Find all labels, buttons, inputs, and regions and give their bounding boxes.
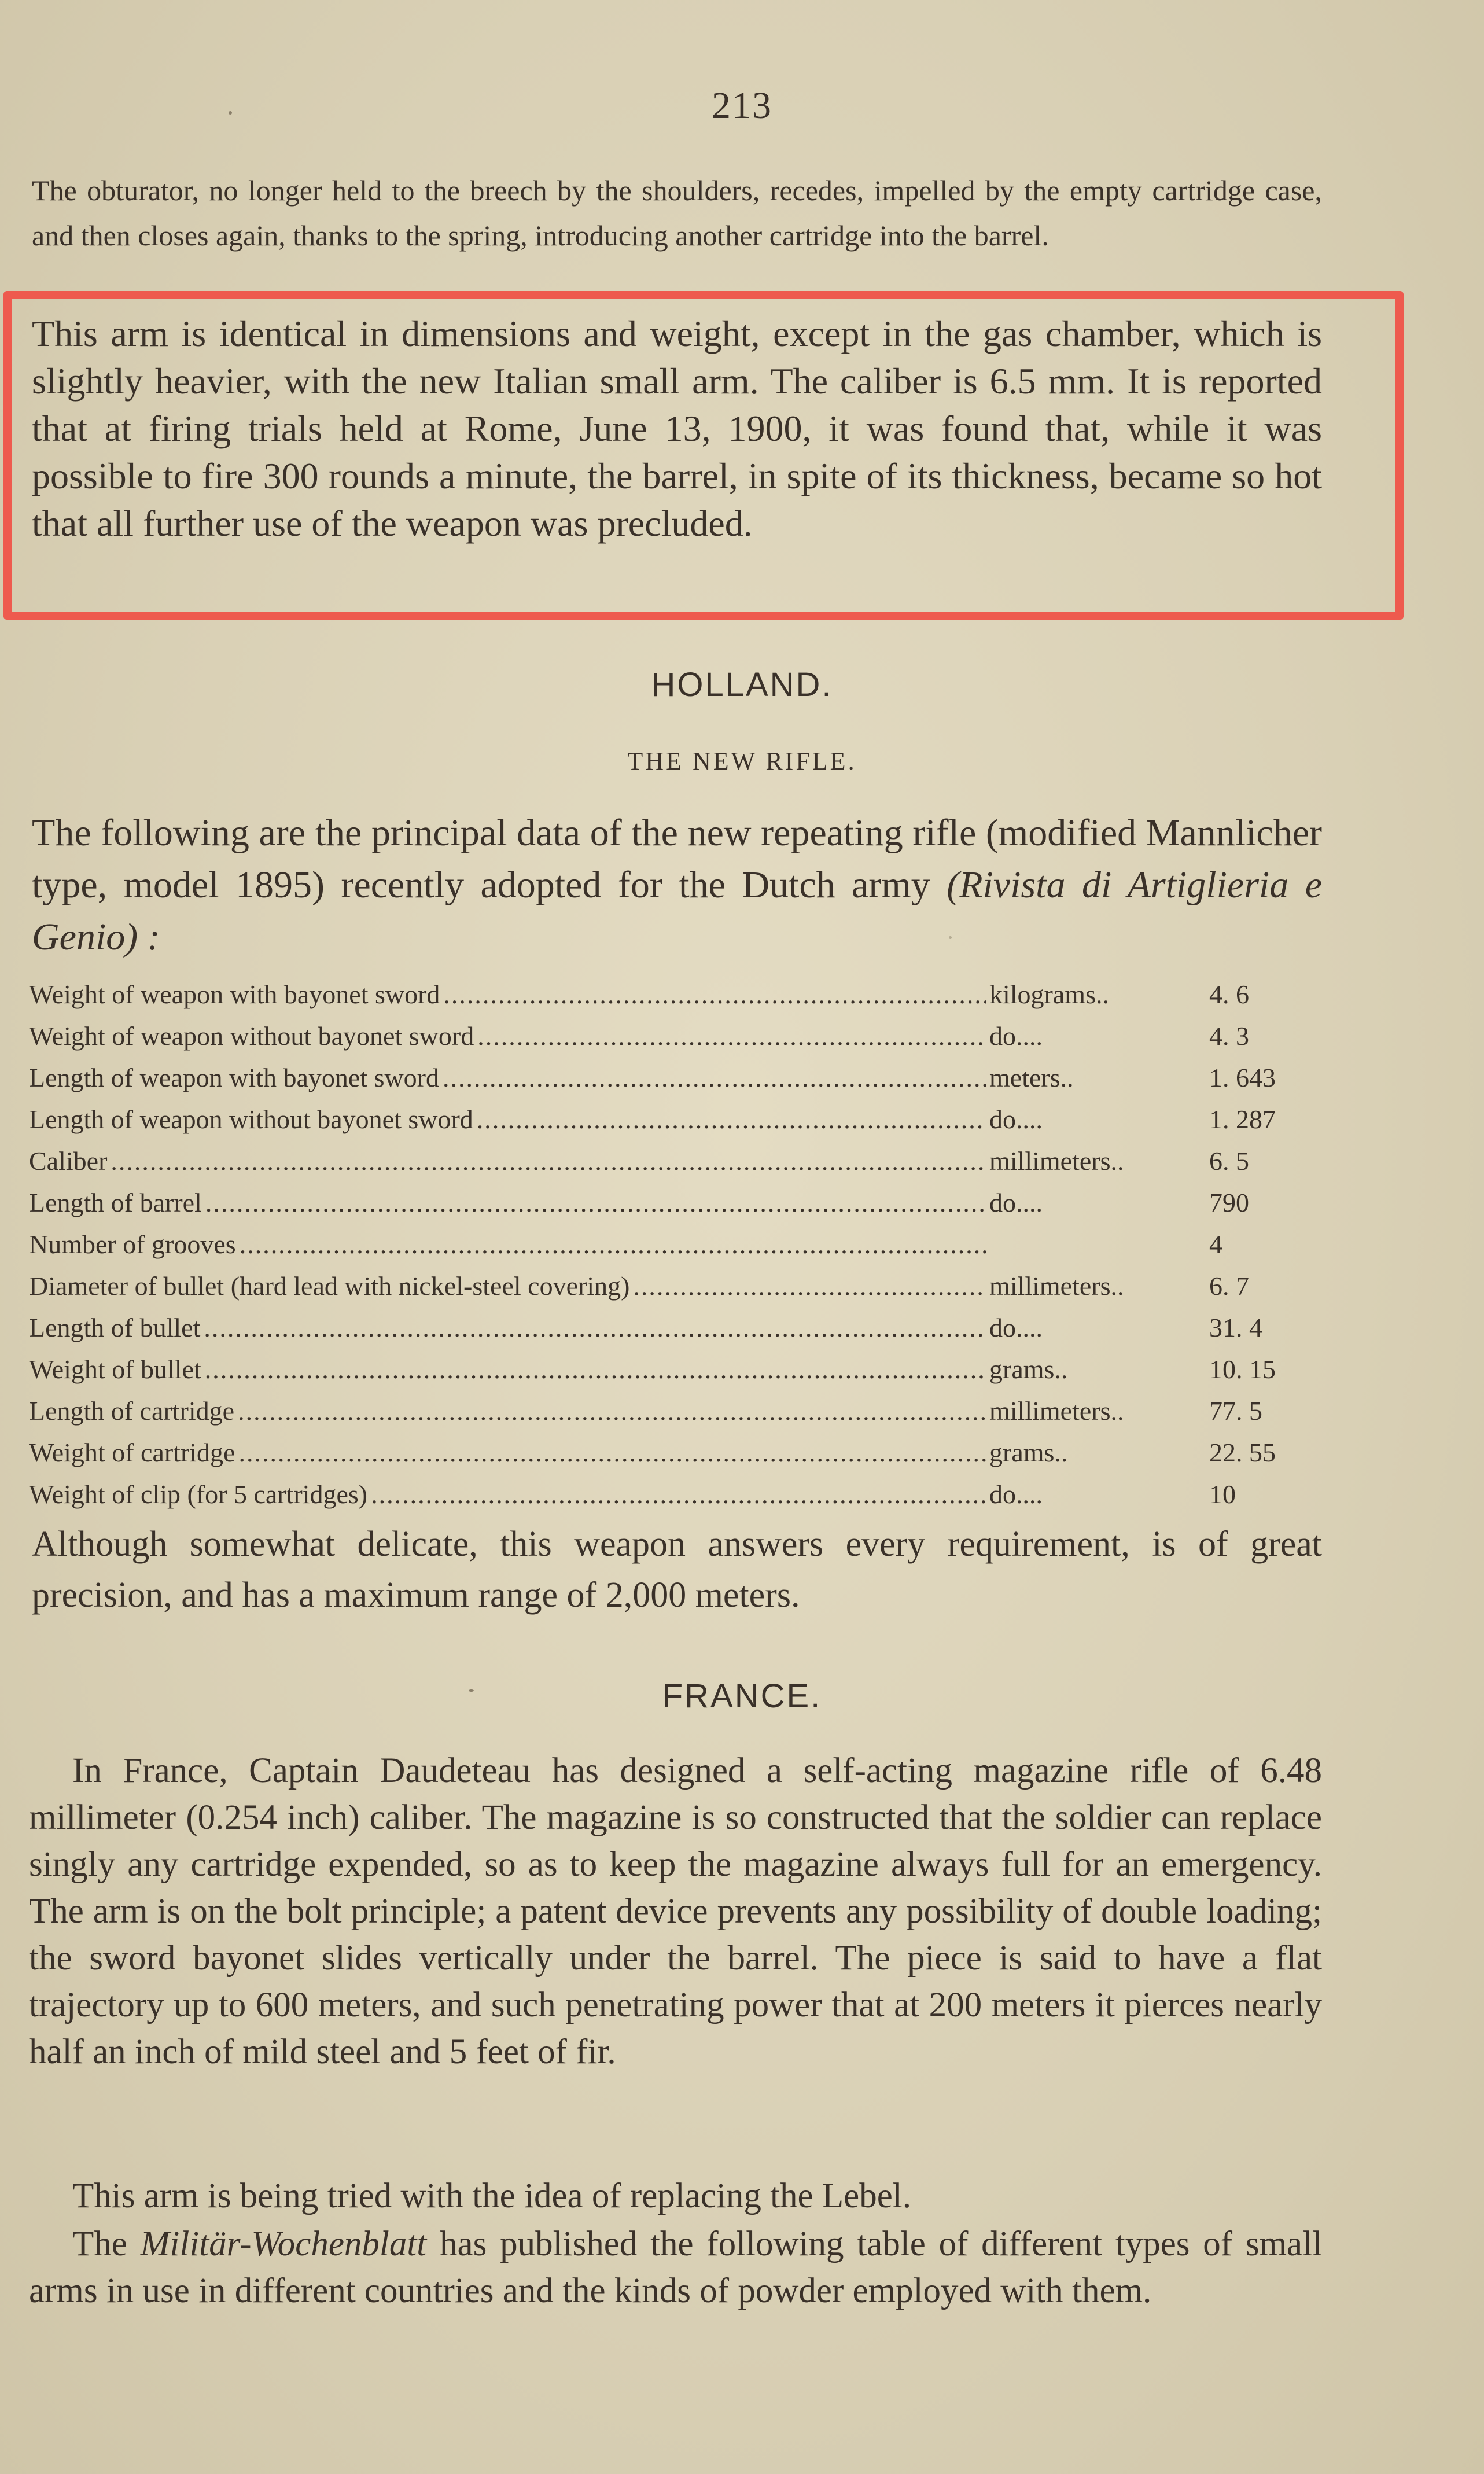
paragraph-holland-summary: Although somewhat delicate, this weapon answers every requirement, is of great precision, and has a maximum range of 2,000 meters. xyxy=(32,1525,1322,1615)
holland-intro-text: The following are the principal data of the new repeating rifle (modified Mannlicher type, model 1895) recently adopted for the Dutch army xyxy=(32,812,1322,906)
row-unit: kilograms.. xyxy=(989,980,1109,1009)
row-label: Length of weapon without bayonet sword xyxy=(29,1105,473,1134)
table-row xyxy=(29,1099,1331,1140)
dot-leader xyxy=(204,1307,986,1349)
row-label: Length of cartridge xyxy=(29,1396,235,1426)
row-label: Caliber xyxy=(29,1146,108,1176)
row-unit: millimeters.. xyxy=(989,1271,1124,1301)
row-unit: do.... xyxy=(989,1313,1043,1342)
row-unit: millimeters.. xyxy=(989,1396,1124,1426)
dot-leader xyxy=(477,1099,986,1140)
paper-speck xyxy=(229,111,232,115)
table-row xyxy=(29,1140,1331,1182)
row-unit: do.... xyxy=(989,1479,1043,1509)
table-row xyxy=(29,974,1331,1015)
dot-leader xyxy=(238,1432,986,1474)
row-unit: grams.. xyxy=(989,1438,1068,1467)
table-row xyxy=(29,1182,1331,1224)
row-label: Diameter of bullet (hard lead with nickel-steel covering) xyxy=(29,1271,630,1301)
row-value: 10 xyxy=(1209,1479,1236,1509)
dot-leader xyxy=(371,1474,986,1515)
dot-leader xyxy=(238,1390,986,1432)
paragraph-france-table-intro xyxy=(29,2221,1322,2314)
paragraph-obturator: The obturator, no longer held to the breech by the shoulders, recedes, impelled by the empty cartridge case, and then closes again, thanks to the spring, introducing another cartridge into the barrel. xyxy=(32,174,1322,252)
row-label: Weight of cartridge xyxy=(29,1438,235,1467)
row-label: Number of grooves xyxy=(29,1229,236,1259)
row-value: 31. 4 xyxy=(1209,1313,1262,1342)
row-unit: meters.. xyxy=(989,1063,1074,1092)
dot-leader xyxy=(111,1140,986,1182)
france-table-intro-pre: The xyxy=(72,2225,127,2263)
holland-source: (Rivista di Artiglieria e Genio) : xyxy=(32,864,1322,958)
dot-leader xyxy=(443,1057,986,1099)
table-row xyxy=(29,1265,1331,1307)
dot-leader xyxy=(240,1224,986,1265)
row-value: 6. 7 xyxy=(1209,1271,1249,1301)
row-value: 1. 643 xyxy=(1209,1063,1276,1092)
table-row xyxy=(29,1057,1331,1099)
table-row xyxy=(29,1015,1331,1057)
paragraph-france-lebel: This arm is being tried with the idea of replacing the Lebel. xyxy=(72,2177,911,2215)
row-label: Weight of clip (for 5 cartridges) xyxy=(29,1479,368,1509)
row-value: 790 xyxy=(1209,1188,1249,1217)
paragraph-holland-intro xyxy=(32,807,1322,963)
table-row xyxy=(29,1474,1331,1515)
table-row xyxy=(29,1349,1331,1390)
heading-holland: HOLLAND. xyxy=(651,666,833,704)
row-unit: do.... xyxy=(989,1188,1043,1217)
rifle-data-table xyxy=(29,974,1331,1515)
dot-leader xyxy=(205,1182,986,1224)
row-unit: grams.. xyxy=(989,1354,1068,1384)
row-value: 22. 55 xyxy=(1209,1438,1276,1467)
paragraph-highlighted: This arm is identical in dimensions and weight, except in the gas chamber, which is slightly heavier, with the new Italian small arm. The caliber is 6.5 mm. It is reported that at firing trials held at Rome, June 13, 1900, it was found that, while it was possible to fire 300 rounds a minute, the barrel, in spite of its thickness, became so hot that all further use of the weapon was precluded. xyxy=(32,313,1322,544)
table-row xyxy=(29,1224,1331,1265)
row-unit: do.... xyxy=(989,1105,1043,1134)
row-unit: millimeters.. xyxy=(989,1146,1124,1176)
heading-new-rifle: THE NEW RIFLE. xyxy=(627,747,857,775)
table-row xyxy=(29,1390,1331,1432)
france-table-source: Militär-Wochenblatt xyxy=(140,2225,427,2263)
heading-france: FRANCE. xyxy=(662,1677,822,1715)
dot-leader xyxy=(443,974,986,1015)
row-label: Length of barrel xyxy=(29,1188,202,1217)
table-row xyxy=(29,1432,1331,1474)
dot-leader xyxy=(633,1265,986,1307)
table-row xyxy=(29,1307,1331,1349)
paper-speck xyxy=(949,936,952,939)
france-table-intro-post: has published the following table of different types of small arms in use in different countries and the kinds of powder employed with them. xyxy=(29,2225,1323,2310)
row-value: 10. 15 xyxy=(1209,1354,1276,1384)
row-value: 4. 3 xyxy=(1209,1021,1249,1051)
row-label: Weight of bullet xyxy=(29,1354,201,1384)
row-value: 1. 287 xyxy=(1209,1105,1276,1134)
row-value: 6. 5 xyxy=(1209,1146,1249,1176)
page-number: 213 xyxy=(712,84,772,127)
row-value: 4 xyxy=(1209,1229,1222,1259)
dot-leader xyxy=(205,1349,986,1390)
row-unit: do.... xyxy=(989,1021,1043,1051)
row-label: Weight of weapon with bayonet sword xyxy=(29,980,440,1009)
row-value: 77. 5 xyxy=(1209,1396,1262,1426)
row-value: 4. 6 xyxy=(1209,980,1249,1009)
row-label: Length of bullet xyxy=(29,1313,201,1342)
paper-speck xyxy=(469,1689,474,1692)
row-label: Weight of weapon without bayonet sword xyxy=(29,1021,474,1051)
paragraph-france-daudeteau: In France, Captain Daudeteau has designed a self-acting magazine rifle of 6.48 millimeter (0.254 inch) caliber. The magazine is so constructed that the soldier can replace singly any cartridge expended, so as to keep the magazine always full for an emergency. The arm is on the bolt principle; a patent device prevents any possibility of double loading; the sword bayonet slides vertically under the barrel. The piece is said to have a flat trajectory up to 600 meters, and such penetrating power that at 200 meters it pierces nearly half an inch of mild steel and 5 feet of fir. xyxy=(29,1751,1322,2071)
dot-leader xyxy=(477,1015,986,1057)
row-label: Length of weapon with bayonet sword xyxy=(29,1063,440,1092)
